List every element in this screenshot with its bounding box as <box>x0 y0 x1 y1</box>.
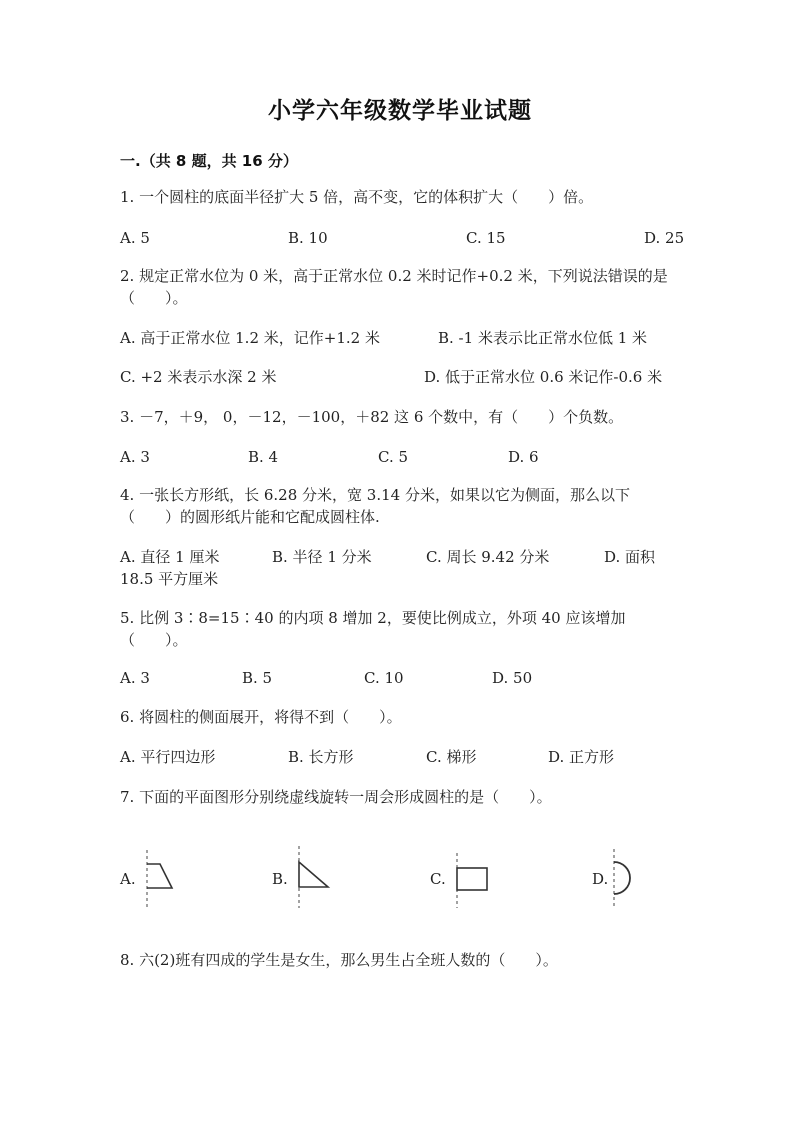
q7-option-d[interactable] <box>592 870 652 910</box>
trapezoid-icon <box>142 846 182 910</box>
q6-option-a[interactable]: A. 平行四边形 <box>120 748 216 766</box>
q1-option-c[interactable]: C. 15 <box>466 229 506 247</box>
section-heading: 一.（共 8 题，共 16 分） <box>120 152 298 170</box>
q4-option-d[interactable]: D. 面积 18.5 平方厘米 <box>120 548 656 588</box>
q3-option-c[interactable]: C. 5 <box>378 448 409 466</box>
q3-option-d[interactable]: D. 6 <box>508 448 539 466</box>
right-triangle-icon <box>294 842 334 910</box>
q7-option-d-label: D. <box>592 870 609 888</box>
question-2: 2. 规定正常水位为 0 米，高于正常水位 0.2 米时记作+0.2 米，下列说法错误的是（ ）。 <box>120 267 668 307</box>
question-8: 8. 六(2)班有四成的学生是女生，那么男生占全班人数的（ ）。 <box>120 951 558 969</box>
question-6: 6. 将圆柱的侧面展开，将得不到（ ）。 <box>120 708 402 726</box>
question-7: 7. 下面的平面图形分别绕虚线旋转一周会形成圆柱的是（ ）。 <box>120 788 552 806</box>
q6-option-d[interactable]: D. 正方形 <box>548 748 615 766</box>
q3-option-b[interactable]: B. 4 <box>248 448 279 466</box>
q4-option-a[interactable]: A. 直径 1 厘米 <box>120 548 220 566</box>
q4-option-b[interactable]: B. 半径 1 分米 <box>272 548 372 566</box>
semicircle-icon <box>606 846 646 910</box>
q2-option-d[interactable]: D. 低于正常水位 0.6 米记作-0.6 米 <box>424 368 663 386</box>
q2-option-c[interactable]: C. +2 米表示水深 2 米 <box>120 368 277 386</box>
q5-option-a[interactable]: A. 3 <box>120 669 150 687</box>
q5-option-c[interactable]: C. 10 <box>364 669 404 687</box>
q5-option-d[interactable]: D. 50 <box>492 669 533 687</box>
q2-option-b[interactable]: B. -1 米表示比正常水位低 1 米 <box>438 329 648 347</box>
q7-option-b-label: B. <box>272 870 288 888</box>
q3-option-a[interactable]: A. 3 <box>120 448 150 466</box>
question-4: 4. 一张长方形纸，长 6.28 分米，宽 3.14 分米，如果以它为侧面，那么以下（ ）的圆形纸片能和它配成圆柱体. <box>120 486 630 526</box>
rectangle-icon <box>452 850 492 910</box>
page-title: 小学六年级数学毕业试题 <box>268 98 532 124</box>
q7-option-a-label: A. <box>120 870 136 888</box>
q4-option-c[interactable]: C. 周长 9.42 分米 <box>426 548 550 566</box>
q5-option-b[interactable]: B. 5 <box>242 669 273 687</box>
q6-option-c[interactable]: C. 梯形 <box>426 748 477 766</box>
q7-option-b[interactable] <box>272 870 342 910</box>
question-3: 3. －7，＋9， 0，－12，－100，＋82 这 6 个数中，有（ ）个负数。 <box>120 408 624 426</box>
q2-option-a[interactable]: A. 高于正常水位 1.2 米，记作+1.2 米 <box>120 329 380 347</box>
question-1: 1. 一个圆柱的底面半径扩大 5 倍，高不变，它的体积扩大（ ）倍。 <box>120 188 594 206</box>
q1-option-d[interactable]: D. 25 <box>644 229 685 247</box>
q1-option-a[interactable]: A. 5 <box>120 229 150 247</box>
question-5: 5. 比例 3∶8=15∶40 的内项 8 增加 2，要使比例成立，外项 40 应该增加（ ）。 <box>120 609 626 649</box>
q7-option-c[interactable] <box>430 870 500 910</box>
q7-option-c-label: C. <box>430 870 446 888</box>
q6-option-b[interactable]: B. 长方形 <box>288 748 354 766</box>
q7-option-a[interactable] <box>120 870 180 910</box>
q1-option-b[interactable]: B. 10 <box>288 229 328 247</box>
